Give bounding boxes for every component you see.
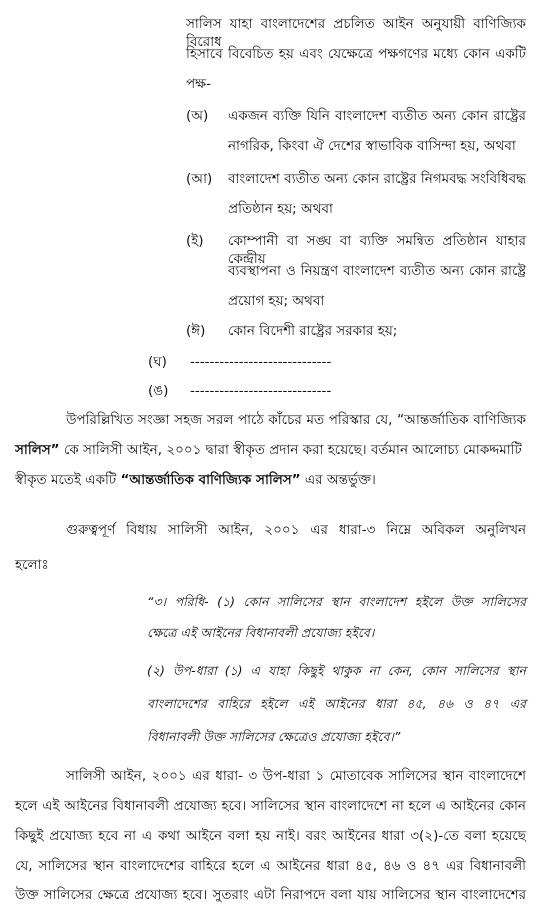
clause-dashes: ----------------------------- — [190, 354, 332, 370]
quote-line: “৩। পরিধি- (১) কোন সালিসের স্থান বাংলাদেশ হইলে উক্ত সালিসের — [147, 594, 526, 609]
para-text: স্বীকৃত মতেই একটি — [15, 472, 121, 488]
item-line: কোম্পানী বা সঙ্ঘ বা ব্যক্তি সমন্বিত প্রতিষ্ঠান যাহার কেন্দ্রীয় — [228, 233, 526, 267]
quote-line: বিধানাবলী উক্ত সালিসের ক্ষেত্রেও প্রযোজ্য হইবে।” — [147, 729, 401, 744]
para-line: যে, সালিসের স্থান বাংলাদেশের বাহিরে হলে এ আইনের ধারা ৪৫, ৪৬ ও ৪৭ এর বিধানাবলী — [15, 858, 526, 874]
para-text: এর অন্তর্ভুক্ত। — [300, 472, 376, 488]
item-line: ব্যবস্থাপনা ও নিয়ন্ত্রণ বাংলাদেশ ব্যতীত অন্য কোন রাষ্ট্রে — [228, 263, 526, 279]
para-text: কে সালিসী আইন, ২০০১ দ্বারা স্বীকৃত প্রদান করা হয়েছে। বর্তমান আলোচ্য মোকদ্দমাটি — [59, 442, 522, 458]
bold-text: “আন্তর্জাতিক বাণিজ্যিক সালিস” — [120, 472, 301, 488]
para-line: সালিসী আইন, ২০০১ এর ধারা- ৩ উপ-ধারা ১ মোতাবেক সালিসের স্থান বাংলাদেশে — [66, 768, 526, 784]
intro-line: হিসাবে বিবেচিত হয় এবং যেক্ষেত্রে পক্ষগণের মধ্যে কোন একটি — [186, 46, 526, 62]
para-line: উপরিল্লিখিত সংজ্ঞা সহজ সরল পাঠে কাঁচের মত পরিস্কার যে, “আন্তর্জাতিক বাণিজ্যিক — [66, 412, 526, 428]
para-line — [15, 471, 376, 489]
para-line: উক্ত সালিসের ক্ষেত্রে প্রযোজ্য হবে। সুতরাং এটা নিরাপদে বলা যায় সালিসের স্থান বাংলাদেশের — [15, 887, 526, 903]
intro-line: পক্ষ- — [186, 76, 211, 92]
para-line: গুরুত্বপূর্ণ বিধায় সালিসী আইন, ২০০১ এর ধারা-৩ নিম্নে অবিকল অনুলিখন — [66, 522, 526, 538]
para-line: হলোঃ — [15, 557, 49, 573]
quote-line: ক্ষেত্রে এই আইনের বিধানাবলী প্রযোজ্য হইবে। — [147, 625, 375, 640]
item-label: (ঈ) — [186, 323, 206, 339]
item-line: প্রতিষ্ঠান হয়; অথবা — [228, 201, 333, 217]
para-line — [15, 441, 526, 459]
item-line: একজন ব্যক্তি যিনি বাংলাদেশ ব্যতীত অন্য কোন রাষ্ট্রের — [228, 108, 526, 124]
clause-label: (ঘ) — [148, 354, 167, 370]
item-label: (অ) — [186, 108, 209, 124]
clause-label: (ঙ) — [148, 383, 169, 399]
item-label: (আ) — [186, 171, 213, 187]
bold-text: সালিস” — [15, 442, 60, 458]
quote-line: বাংলাদেশের বাহিরে হইলে এই আইনের ধারা ৪৫, ৪৬ ও ৪৭ এর — [147, 696, 526, 711]
item-line: প্রয়োগ হয়; অথবা — [228, 293, 325, 309]
clause-dashes: ----------------------------- — [190, 383, 332, 399]
item-label: (ই) — [186, 233, 204, 249]
para-line: কিছুই প্রযোজ্য হবে না এ কথা আইনে বলা হয় নাই। বরং আইনের ধারা ৩(২)-তে বলা হয়েছে — [15, 828, 526, 844]
intro-line: সালিস যাহা বাংলাদেশের প্রচলিত আইন অনুযায়ী বাণিজ্যিক বিরোধ — [186, 16, 526, 50]
para-line: হলে এই আইনের বিধানাবলী প্রযোজ্য হবে। সালিসের স্থান বাংলাদেশে না হলে এ আইনের কোন — [15, 798, 526, 814]
item-line: বাংলাদেশ ব্যতীত অন্য কোন রাষ্ট্রের নিগমবদ্ধ সংবিধিবদ্ধ — [228, 171, 526, 187]
item-line: নাগরিক, কিংবা ঐ দেশের স্বাভাবিক বাসিন্দা হয়, অথবা — [228, 138, 516, 154]
quote-line: (২) উপ-ধারা (১) এ যাহা কিছুই থাকুক না কেন, কোন সালিসের স্থান — [147, 663, 526, 678]
item-line: কোন বিদেশী রাষ্ট্রের সরকার হয়; — [228, 323, 398, 339]
